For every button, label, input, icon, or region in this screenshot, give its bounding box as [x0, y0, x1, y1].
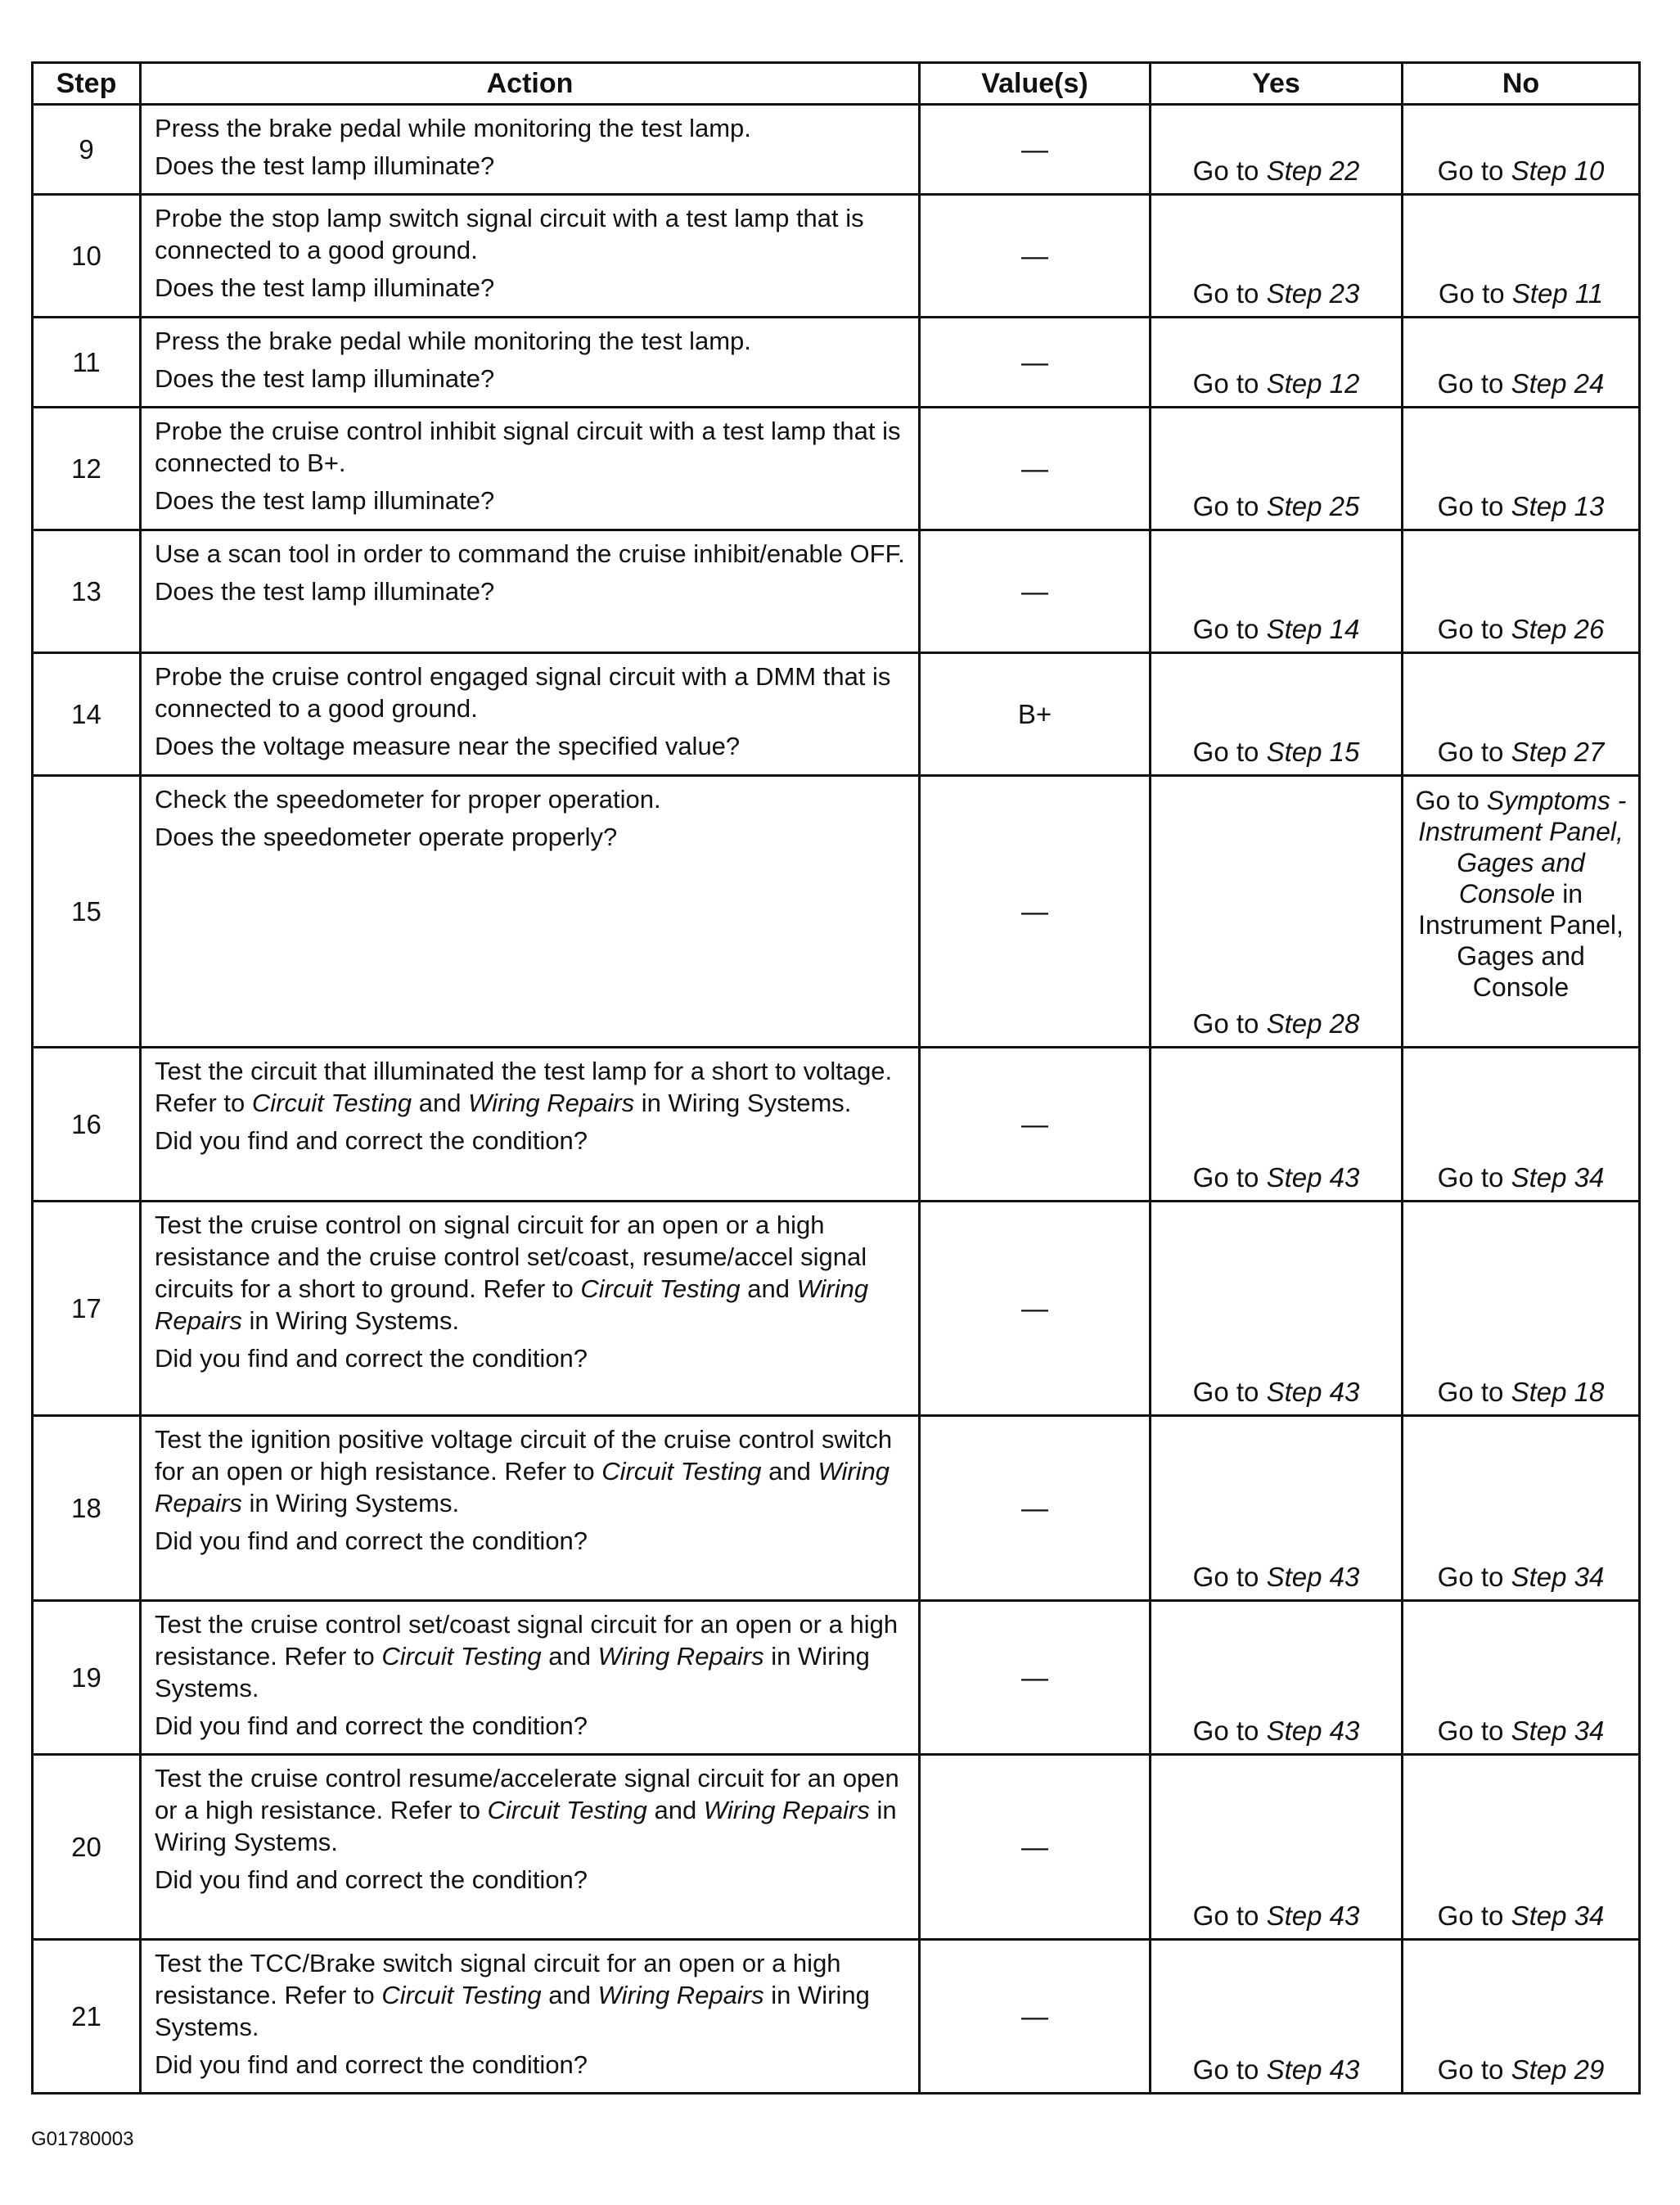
table-row — [33, 1940, 1640, 2094]
table-row — [33, 653, 1640, 776]
no-step-reference: Step 34 — [1511, 1162, 1605, 1193]
yes-step-reference: Step 28 — [1266, 1008, 1360, 1039]
no-cell: Go to Step 34 — [1403, 1755, 1640, 1940]
no-step-reference: Step 18 — [1511, 1377, 1605, 1407]
action-instruction: Press the brake pedal while monitoring the test lamp. — [155, 114, 751, 142]
yes-step-reference: Step 12 — [1266, 368, 1360, 399]
step-number: 11 — [33, 318, 141, 408]
action-question: Did you find and correct the condition? — [155, 1126, 588, 1155]
no-step-reference: Step 34 — [1511, 1562, 1605, 1592]
yes-cell: Go to Step 28 — [1151, 776, 1403, 1048]
no-cell: Go to Step 13 — [1403, 408, 1640, 530]
table-row — [33, 1202, 1640, 1416]
no-step-reference: Step 26 — [1511, 614, 1605, 644]
value-cell: B+ — [920, 653, 1151, 776]
yes-cell: Go to Step 12 — [1151, 318, 1403, 408]
no-cell: Go to Step 18 — [1403, 1202, 1640, 1416]
action-cell — [141, 1202, 920, 1416]
action-question: Does the test lamp illuminate? — [155, 273, 495, 302]
action-instruction: Check the speedometer for proper operation. — [155, 785, 661, 814]
action-cell — [141, 530, 920, 653]
action-question: Does the test lamp illuminate? — [155, 151, 495, 180]
step-number: 14 — [33, 653, 141, 776]
action-instruction: Press the brake pedal while monitoring the test lamp. — [155, 327, 751, 355]
no-cell: Go to Step 26 — [1403, 530, 1640, 653]
action-instruction: Use a scan tool in order to command the cruise inhibit/enable OFF. — [155, 539, 905, 568]
step-number: 15 — [33, 776, 141, 1048]
yes-cell: Go to Step 15 — [1151, 653, 1403, 776]
no-cell: Go to Step 29 — [1403, 1940, 1640, 2094]
reference-link: Wiring Repairs — [155, 1457, 890, 1517]
yes-step-reference: Step 43 — [1266, 1377, 1360, 1407]
value-cell: — — [920, 1601, 1151, 1755]
no-step-reference: Step 13 — [1511, 491, 1605, 521]
yes-step-reference: Step 43 — [1266, 1562, 1360, 1592]
action-question: Did you find and correct the condition? — [155, 1865, 588, 1894]
value-cell: — — [920, 195, 1151, 318]
header-step: Step — [33, 63, 141, 105]
yes-step-reference: Step 43 — [1266, 1162, 1360, 1193]
yes-cell: Go to Step 43 — [1151, 1940, 1403, 2094]
value-cell: — — [920, 776, 1151, 1048]
no-step-reference: Step 24 — [1511, 368, 1605, 399]
table-row — [33, 1048, 1640, 1202]
table-body — [33, 105, 1640, 2094]
action-cell — [141, 318, 920, 408]
action-instruction: Test the circuit that illuminated the test lamp for a short to voltage. Refer to Circuit Testing and Wiring Repairs in Wiring Systems. — [155, 1057, 893, 1117]
action-cell — [141, 195, 920, 318]
action-question: Does the voltage measure near the specified value? — [155, 732, 741, 760]
no-cell: Go to Step 24 — [1403, 318, 1640, 408]
yes-step-reference: Step 14 — [1266, 614, 1360, 644]
action-cell — [141, 776, 920, 1048]
action-cell — [141, 408, 920, 530]
value-cell: — — [920, 1048, 1151, 1202]
step-number: 12 — [33, 408, 141, 530]
header-values: Value(s) — [920, 63, 1151, 105]
table-row — [33, 318, 1640, 408]
header-action: Action — [141, 63, 920, 105]
reference-link: Circuit Testing — [381, 1642, 542, 1671]
reference-link: Circuit Testing — [487, 1796, 647, 1824]
yes-step-reference: Step 23 — [1266, 278, 1360, 309]
action-question: Did you find and correct the condition? — [155, 1344, 588, 1373]
table-row — [33, 1601, 1640, 1755]
yes-cell: Go to Step 43 — [1151, 1416, 1403, 1601]
action-instruction: Probe the cruise control inhibit signal circuit with a test lamp that is connected to B+. — [155, 417, 901, 477]
yes-step-reference: Step 43 — [1266, 1716, 1360, 1746]
step-number: 19 — [33, 1601, 141, 1755]
step-number: 18 — [33, 1416, 141, 1601]
figure-code: G01780003 — [31, 2128, 134, 2150]
action-question: Did you find and correct the condition? — [155, 1711, 588, 1740]
table-row — [33, 105, 1640, 195]
action-cell — [141, 1601, 920, 1755]
value-cell: — — [920, 1416, 1151, 1601]
table-header-row — [33, 63, 1640, 105]
header-no: No — [1403, 63, 1640, 105]
no-cell: Go to Symptoms - Instrument Panel, Gages and Console in Instrument Panel, Gages and Console — [1403, 776, 1640, 1048]
value-cell: — — [920, 1940, 1151, 2094]
yes-cell: Go to Step 25 — [1151, 408, 1403, 530]
no-cell: Go to Step 34 — [1403, 1601, 1640, 1755]
no-cell: Go to Step 27 — [1403, 653, 1640, 776]
reference-link: Wiring Repairs — [468, 1089, 635, 1117]
reference-link: Wiring Repairs — [597, 1642, 764, 1671]
yes-cell: Go to Step 14 — [1151, 530, 1403, 653]
action-question: Does the test lamp illuminate? — [155, 486, 495, 515]
action-question: Did you find and correct the condition? — [155, 2050, 588, 2079]
reference-link: Circuit Testing — [381, 1981, 542, 2009]
value-cell: — — [920, 1755, 1151, 1940]
action-instruction: Test the cruise control set/coast signal circuit for an open or a high resistance. Refer to Circuit Testing and Wiring Repairs in Wiring Systems. — [155, 1610, 899, 1702]
yes-step-reference: Step 43 — [1266, 2054, 1360, 2085]
value-cell: — — [920, 530, 1151, 653]
no-step-reference: Step 11 — [1511, 278, 1604, 309]
table-row — [33, 1755, 1640, 1940]
table-row — [33, 408, 1640, 530]
yes-cell: Go to Step 23 — [1151, 195, 1403, 318]
table-row — [33, 530, 1640, 653]
action-cell — [141, 653, 920, 776]
action-cell — [141, 1940, 920, 2094]
reference-link: Wiring Repairs — [155, 1274, 869, 1335]
action-instruction: Probe the stop lamp switch signal circuit with a test lamp that is connected to a good ground. — [155, 204, 864, 264]
header-yes: Yes — [1151, 63, 1403, 105]
no-step-reference: Step 27 — [1511, 737, 1605, 767]
action-question: Did you find and correct the condition? — [155, 1526, 588, 1555]
action-instruction: Test the ignition positive voltage circuit of the cruise control switch for an open or high resistance. Refer to Circuit Testing and Wiring Repairs in Wiring Systems. — [155, 1425, 893, 1517]
no-step-reference: Step 29 — [1511, 2054, 1605, 2085]
reference-link: Wiring Repairs — [703, 1796, 870, 1824]
yes-step-reference: Step 22 — [1266, 156, 1360, 186]
no-cell: Go to Step 10 — [1403, 105, 1640, 195]
action-instruction: Test the TCC/Brake switch signal circuit for an open or a high resistance. Refer to Circuit Testing and Wiring Repairs in Wiring Systems. — [155, 1949, 870, 2041]
no-cell: Go to Step 11 — [1403, 195, 1640, 318]
yes-step-reference: Step 25 — [1266, 491, 1360, 521]
step-number: 13 — [33, 530, 141, 653]
action-question: Does the test lamp illuminate? — [155, 577, 495, 606]
no-cell: Go to Step 34 — [1403, 1048, 1640, 1202]
diagnostic-table — [31, 61, 1641, 2095]
action-cell — [141, 1755, 920, 1940]
action-question: Does the test lamp illuminate? — [155, 364, 495, 393]
yes-cell: Go to Step 22 — [1151, 105, 1403, 195]
step-number: 16 — [33, 1048, 141, 1202]
yes-step-reference: Step 43 — [1266, 1901, 1360, 1931]
action-cell — [141, 105, 920, 195]
no-step-reference: Step 34 — [1511, 1716, 1605, 1746]
reference-link: Circuit Testing — [251, 1089, 412, 1117]
step-number: 21 — [33, 1940, 141, 2094]
yes-cell: Go to Step 43 — [1151, 1202, 1403, 1416]
yes-step-reference: Step 15 — [1266, 737, 1360, 767]
action-instruction: Probe the cruise control engaged signal circuit with a DMM that is connected to a good ground. — [155, 662, 891, 723]
reference-link: Circuit Testing — [601, 1457, 762, 1486]
yes-cell: Go to Step 43 — [1151, 1048, 1403, 1202]
reference-link: Wiring Repairs — [597, 1981, 764, 2009]
yes-cell: Go to Step 43 — [1151, 1601, 1403, 1755]
value-cell: — — [920, 318, 1151, 408]
step-number: 9 — [33, 105, 141, 195]
step-number: 17 — [33, 1202, 141, 1416]
reference-link: Circuit Testing — [580, 1274, 741, 1303]
action-question: Does the speedometer operate properly? — [155, 823, 618, 851]
value-cell: — — [920, 1202, 1151, 1416]
value-cell: — — [920, 408, 1151, 530]
table-row — [33, 1416, 1640, 1601]
action-instruction: Test the cruise control resume/accelerate signal circuit for an open or a high resistance. Refer to Circuit Testing and Wiring Repairs in Wiring Systems. — [155, 1764, 899, 1856]
action-cell — [141, 1048, 920, 1202]
value-cell: — — [920, 105, 1151, 195]
no-cell: Go to Step 34 — [1403, 1416, 1640, 1601]
action-instruction: Test the cruise control on signal circuit for an open or a high resistance and the cruise control set/coast, resume/accel signal circuits for a short to ground. Refer to Circuit Testing and Wiring Repairs in Wiring Systems. — [155, 1211, 869, 1335]
action-cell — [141, 1416, 920, 1601]
no-step-reference: Step 10 — [1511, 156, 1605, 186]
table-row — [33, 776, 1640, 1048]
step-number: 10 — [33, 195, 141, 318]
yes-cell: Go to Step 43 — [1151, 1755, 1403, 1940]
diagnostic-table-container — [31, 61, 1638, 2095]
no-step-reference: Symptoms - Instrument Panel, Gages and Console — [1418, 786, 1627, 909]
no-step-reference: Step 34 — [1511, 1901, 1605, 1931]
table-row — [33, 195, 1640, 318]
step-number: 20 — [33, 1755, 141, 1940]
